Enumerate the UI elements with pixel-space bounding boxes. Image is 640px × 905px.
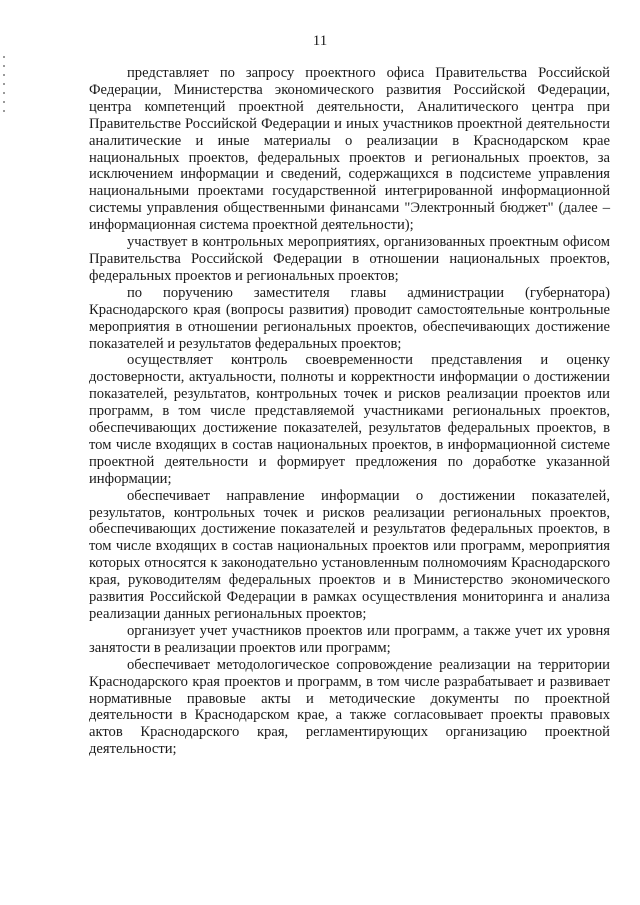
paragraph-methodological-support: обеспечивает методологическое сопровождение реализации на территории Краснодарского края проектов и программ, в том числе разрабатывает и развивает нормативные правовые акты и методические документы по проектной деятельности в Краснодарском крае, а также согласовывает проекты правовых актов Краснодарского края, регламентирующих организацию проектной деятельности; xyxy=(89,656,610,758)
paragraph-participant-accounting: организует учет участников проектов или программ, а также учет их уровня занятости в реализации проектов или программ; xyxy=(89,622,610,656)
paragraph-control-events-participation: участвует в контрольных мероприятиях, организованных проектным офисом Правительства Российской Федерации в отношении национальных проектов, федеральных проектов и региональных проектов; xyxy=(89,234,610,284)
document-body xyxy=(89,65,610,758)
page-number: 11 xyxy=(312,33,328,49)
paragraph-analytics-materials: представляет по запросу проектного офиса Правительства Российской Федерации, Министерства экономического развития Российской Федерации, центра компетенций проектной деятельности, Аналитического центра при Правительстве Российской Федерации и иных участников проектной деятельности аналитические и иные материалы о реализации в Краснодарском крае национальных проектов, федеральных проектов и региональных проектов, за исключением информации и сведений, содержащихся в подсистеме управления национальными проектами государственной интегрированной информационной системы управления общественными финансами "Электронный бюджет" (далее – информационная система проектной деятельности); xyxy=(89,65,610,234)
paragraph-information-control: осуществляет контроль своевременности представления и оценку достоверности, актуальности, полноты и корректности информации о достижении показателей, результатов, контрольных точек и рисков реализации проектов или программ, в том числе представляемой участниками региональных проектов, обеспечивающих достижение показателей, результатов федеральных проектов, в том числе входящих в состав национальных проектов, в информационной системе проектной деятельности и формирует предложения по доработке указанной информации; xyxy=(89,352,610,487)
paragraph-information-delivery: обеспечивает направление информации о достижении показателей, результатов, контрольных точек и рисков реализации региональных проектов, обеспечивающих достижение показателей и результатов федеральных проектов, в том числе входящих в состав национальных проектов или программ, мероприятия которых относятся к законодательно установленным полномочиям Краснодарского края, руководителям федеральных проектов и в Министерство экономического развития Российской Федерации в рамках осуществления мониторинга и анализа реализации данных региональных проектов; xyxy=(89,487,610,622)
paragraph-independent-control-events: по поручению заместителя главы администрации (губернатора) Краснодарского края (вопросы развития) проводит самостоятельные контрольные мероприятия в отношении региональных проектов, обеспечивающих достижение показателей и результатов федеральных проектов; xyxy=(89,284,610,352)
scan-margin-marks xyxy=(3,56,6,119)
